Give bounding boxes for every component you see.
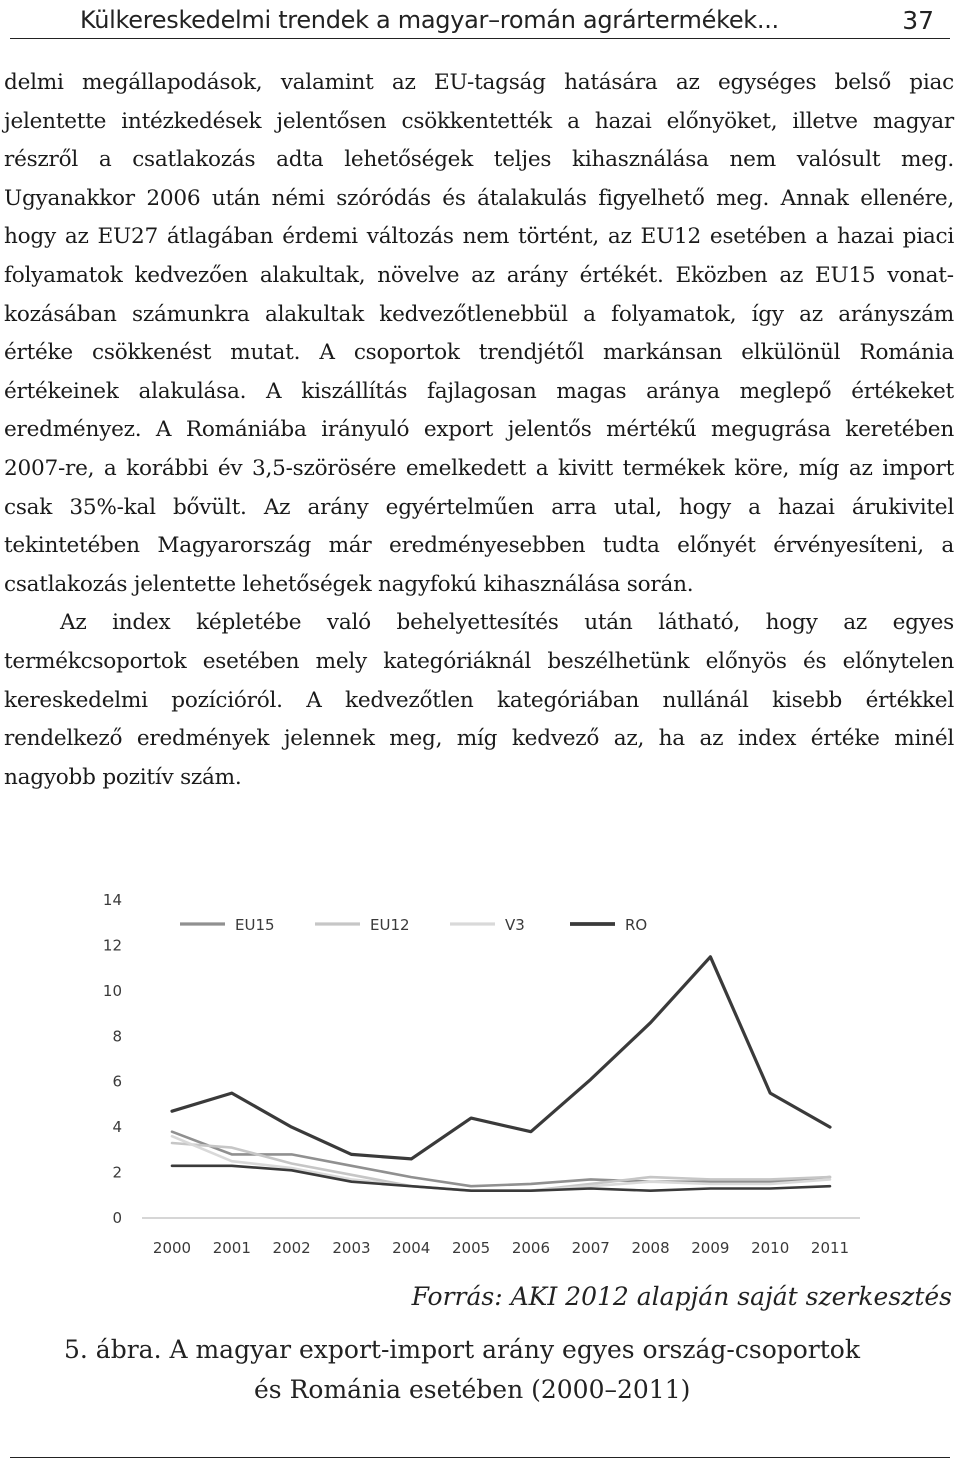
x-tick-label: 2004: [392, 1239, 431, 1257]
y-axis: [103, 891, 122, 1227]
x-axis: [153, 1239, 849, 1257]
legend-label: EU15: [235, 916, 275, 934]
paragraph: delmi megállapodások, valamint az EU-tagság hatására az egységes belső piac jelentette intézkedések jelentősen csökkentették a hazai előnyöket, illetve magyar részről a csatlakozás adta lehetőségek teljes kihasználása nem valósult meg. Ugyanakkor 2006 után némi szóródás és átalakulás figyelhető meg. Annak ellenére, hogy az EU27 átlagában érdemi változás nem történt, az EU12 esetében a hazai piaci folyamatok kedvezően alakultak, növelve az arány értékét. Eközben az EU15 vonatkozásában számunkra alakultak kedvezőtlenebbül a folyamatok, így az arányszám értéke csökkenést mutat. A csoportok trendjétől markánsan elkülönül Románia értékeinek alakulása. A kiszállítás fajlagosan magas aránya meglepő értékeket eredményez. A Romániába irányuló export jelentős mértékű megugrása keretében 2007-re, a korábbi év 3,5-szörösére emelkedett a kivitt termékek köre, míg az import csak 35%-kal bővült. Az arány egyértelműen arra utal, hogy a hazai árukivitel tekintetében Magyarország már eredményesebben tudta előnyét érvényesíteni, a csatlakozás jelentette lehetőségek nagyfokú kihasználása során.: [4, 70, 954, 597]
x-tick-label: 2008: [631, 1239, 670, 1257]
footer-rule: [10, 1457, 950, 1458]
x-tick-label: 2001: [212, 1239, 251, 1257]
figure-caption: [64, 1330, 904, 1410]
y-tick-label: 2: [112, 1163, 122, 1182]
x-tick-label: 2003: [332, 1239, 371, 1257]
y-tick-label: 14: [102, 891, 122, 909]
legend-label: V3: [505, 916, 525, 934]
x-tick-label: 2007: [571, 1239, 610, 1257]
paragraph: Az index képletébe való behelyettesítés után látható, hogy az egyes termékcsoportok esetében mely kategóriáknál beszélhetünk előnyös és előnytelen kereskedelmi pozícióról. A kedvezőtlen kategóriában nullánál kisebb értékkel rendelkező eredmények jelennek meg, míg kedvező az, ha az index értéke minél nagyobb pozitív szám.: [4, 610, 954, 790]
line-chart: [60, 880, 860, 1265]
y-tick-label: 8: [112, 1027, 122, 1046]
x-tick-label: 2011: [810, 1239, 850, 1257]
y-tick-label: 6: [112, 1072, 122, 1091]
page-number: 37: [902, 6, 934, 35]
body-text: [4, 64, 954, 797]
caption-line-2: és Románia esetében (2000–2011): [254, 1375, 691, 1404]
x-tick-label: 2006: [511, 1239, 551, 1257]
x-tick-label: 2009: [691, 1239, 730, 1257]
x-tick-label: 2005: [451, 1239, 491, 1257]
legend-label: RO: [625, 916, 648, 934]
running-title: Külkereskedelmi trendek a magyar–román agrártermékek...: [80, 6, 779, 34]
y-tick-label: 4: [112, 1118, 122, 1137]
y-tick-label: 0: [112, 1209, 122, 1227]
figure-source: Forrás: AKI 2012 alapján saját szerkesztés: [411, 1282, 952, 1311]
chart-legend: [180, 916, 647, 934]
chart-series: [172, 957, 830, 1191]
x-tick-label: 2010: [751, 1239, 790, 1257]
y-tick-label: 10: [102, 981, 122, 1000]
series-line: [172, 957, 830, 1159]
caption-line-1: 5. ábra. A magyar export-import arány egyes ország-csoportok: [64, 1335, 861, 1364]
x-tick-label: 2002: [272, 1239, 311, 1257]
y-tick-label: 12: [102, 936, 122, 955]
legend-label: EU12: [370, 916, 410, 934]
x-tick-label: 2000: [152, 1239, 192, 1257]
running-header: [10, 4, 950, 39]
